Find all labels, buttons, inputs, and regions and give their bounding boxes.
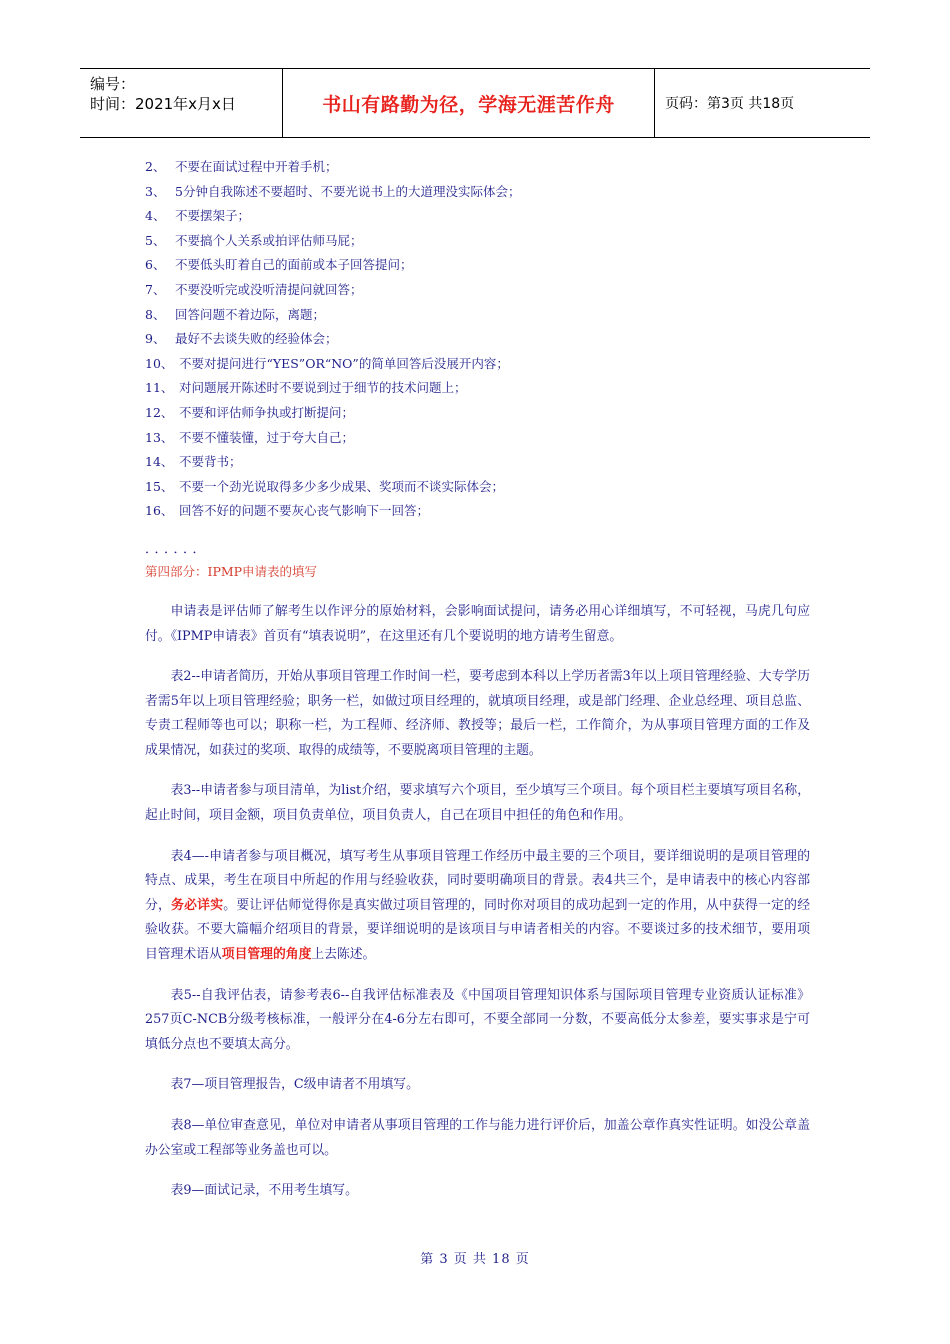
paragraph-table5: 表5--自我评估表，请参考表6--自我评估标准表及《中国项目管理知识体系与国际项目管理专业资质认证标准》257页C-NCB分级考核标准，一般评分在4-6分左右即可，不要全部同一分数，不要高低分太参差，要实事求是宁可填低分点也不要填太高分。	[145, 987, 810, 1052]
header-meta	[80, 69, 283, 137]
list-item: 3、 5分钟自我陈述不要超时、不要光说书上的大道理没实际体会；	[145, 183, 521, 199]
page-header	[80, 68, 870, 138]
list-item: 5、 不要搞个人关系或拍评估师马屁；	[145, 232, 363, 248]
list-item: 16、 回答不好的问题不要灰心丧气影响下一回答；	[145, 503, 429, 519]
header-page-info: 页码：第3页 共18页	[665, 96, 795, 112]
list-item: 8、 回答问题不着边际，离题；	[145, 306, 326, 322]
list-item: 4、 不要摆架子；	[145, 208, 251, 224]
list-item: 2、 不要在面试过程中开着手机；	[145, 159, 338, 174]
paragraph-table3: 表3--申请者参与项目清单，为list介绍，要求填写六个项目，至少填写三个项目。每个项目栏主要填写项目名称，起止时间，项目金额，项目负责单位，项目负责人，自己在项目中担任的角色和作用。	[145, 783, 810, 824]
list-item: 10、 不要对提问进行“YES”OR“NO”的简单回答后没展开内容；	[145, 355, 509, 371]
highlight-detail: 务必详实	[171, 897, 224, 913]
paragraph-table4: 表4—-申请者参与项目概况，填写考生从事项目管理工作经历中最主要的三个项目，要详细说明的是项目管理的特点、成果，考生在项目中所起的作用与经验收获，同时要明确项目的背景。表4共三个，是申请表中的核心内容部分，务必详实。要让评估师觉得你是真实做过项目管理的，同时你对项目的成功起到一定的作用，从中获得一定的经验收获。不要大篇幅介绍项目的背景，要详细说明的是该项目与申请者相关的内容。不要谈过多的技术细节，要用项目管理术语从项目管理的角度上去陈述。	[145, 848, 811, 963]
paragraph-table7: 表7—项目管理报告，C级申请者不用填写。	[170, 1077, 419, 1093]
list-item: 11、 对问题展开陈述时不要说到过于细节的技术问题上；	[145, 380, 467, 396]
highlight-pm-angle: 项目管理的角度	[221, 947, 312, 963]
section-title: 第四部分：IPMP申请表的填写	[145, 563, 318, 579]
list-item: 13、 不要不懂装懂，过于夸大自己；	[145, 429, 354, 445]
paragraph-table8: 表8—单位审查意见，单位对申请者从事项目管理的工作与能力进行评价后，加盖公章作真实性证明。如没公章盖办公室或工程部等业务盖也可以。	[145, 1118, 810, 1158]
header-motto: 书山有路勤为径，学海无涯苦作舟	[283, 69, 655, 137]
number-label: 编号：	[90, 75, 136, 93]
paragraph-table9: 表9—面试记录，不用考生填写。	[170, 1183, 358, 1199]
paragraph-table2: 表2--申请者简历，开始从事项目管理工作时间一栏，要考虑到本科以上学历者需3年以上项目管理经验、大专学历者需5年以上项目管理经验；职务一栏，如做过项目经理的，就填项目经理，或是部门经理、企业总经理、项目总监、专责工程师等也可以；职称一栏，为工程师、经济师、教授等；最后一栏，工作简介，为从事项目管理方面的工作及成果情况，如获过的奖项、取得的成绩等，不要脱离项目管理的主题。	[145, 669, 810, 758]
page-footer: 第 3 页 共 18 页	[420, 1252, 530, 1267]
list-item: 7、 不要没听完或没听清提问就回答；	[145, 281, 363, 297]
list-item: 14、 不要背书；	[145, 454, 242, 470]
time-label: 时间：2021年x月x日	[90, 95, 236, 113]
tips-list	[145, 155, 810, 524]
list-item: 9、 最好不去谈失败的经验体会；	[145, 331, 338, 347]
ellipsis-dots: ．．．．．．	[145, 541, 209, 557]
document-body	[145, 155, 810, 1204]
list-item: 15、 不要一个劲光说取得多少多少成果、奖项而不谈实际体会；	[145, 478, 504, 494]
paragraph-intro: 申请表是评估师了解考生以作评分的原始材料，会影响面试提问，请务必用心详细填写，不可轻视，马虎几句应付。《IPMP申请表》首页有“填表说明”，在这里还有几个要说明的地方请考生留意。	[145, 603, 810, 644]
list-item: 6、 不要低头盯着自己的面前或本子回答提问；	[145, 257, 413, 273]
list-item: 12、 不要和评估师争执或打断提问；	[145, 404, 354, 420]
